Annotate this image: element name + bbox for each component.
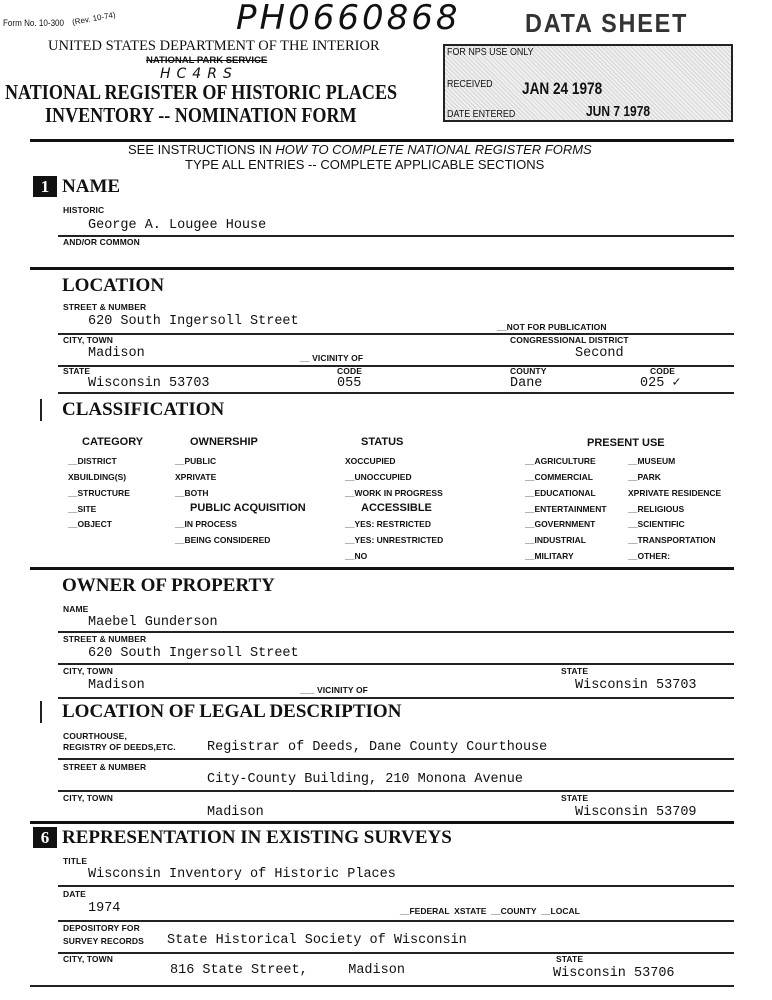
survey-title-label: TITLE	[63, 856, 88, 866]
present-use-option[interactable]: __INDUSTRIAL	[525, 535, 586, 545]
city-value: Madison	[88, 346, 145, 361]
legal-city-label: CITY, TOWN	[63, 793, 113, 803]
entered-label: DATE ENTERED	[447, 108, 516, 120]
survey-city-label: CITY, TOWN	[63, 954, 113, 964]
divider	[58, 365, 734, 367]
divider	[58, 631, 734, 633]
city-label: CITY, TOWN	[63, 335, 113, 345]
ownership-option[interactable]: __BOTH	[175, 488, 209, 498]
present-use-option[interactable]: __COMMERCIAL	[525, 472, 594, 482]
margin-mark	[40, 399, 42, 421]
legal-street-label: STREET & NUMBER	[63, 762, 147, 772]
owner-city-value: Madison	[88, 678, 145, 693]
section-title-location: LOCATION	[62, 275, 165, 296]
present-use-option[interactable]: __GOVERNMENT	[525, 519, 596, 529]
section-title-name: NAME	[62, 176, 121, 197]
category-header: CATEGORY	[82, 436, 144, 448]
status-option[interactable]: __UNOCCUPIED	[345, 472, 412, 482]
survey-date-label: DATE	[63, 889, 86, 899]
accessible-header: ACCESSIBLE	[361, 502, 432, 514]
congress-value: Second	[575, 346, 624, 361]
survey-level-options[interactable]: __FEDERAL XSTATE __COUNTY __LOCAL	[400, 906, 580, 916]
survey-date-value: 1974	[88, 901, 121, 916]
form-title-line2: INVENTORY -- NOMINATION FORM	[45, 103, 357, 127]
form-title-line1: NATIONAL REGISTER OF HISTORIC PLACES	[5, 80, 398, 104]
state-label: STATE	[63, 366, 91, 376]
owner-vicinity-label: ___ VICINITY OF	[300, 685, 368, 695]
category-option[interactable]: __STRUCTURE	[68, 488, 130, 498]
divider	[30, 985, 734, 987]
not-for-publication: __NOT FOR PUBLICATION	[497, 322, 607, 332]
owner-street-value: 620 South Ingersoll Street	[88, 646, 299, 661]
section-title-owner: OWNER OF PROPERTY	[62, 575, 275, 596]
divider	[58, 697, 734, 699]
ownership-option[interactable]: __PUBLIC	[175, 456, 217, 466]
status-option[interactable]: __WORK IN PROGRESS	[345, 488, 443, 498]
owner-city-label: CITY, TOWN	[63, 666, 113, 676]
acquisition-option[interactable]: __IN PROCESS	[175, 519, 237, 529]
category-option[interactable]: __SITE	[68, 504, 97, 514]
present-use-option[interactable]: XPRIVATE RESIDENCE	[628, 488, 722, 498]
section-number: 6	[33, 827, 57, 848]
county-code-label: CODE	[650, 366, 675, 376]
section-title-classification: CLASSIFICATION	[62, 399, 225, 420]
divider	[30, 267, 734, 270]
department: UNITED STATES DEPARTMENT OF THE INTERIOR	[48, 38, 380, 54]
nps-heading: FOR NPS USE ONLY	[447, 46, 534, 58]
present-use-header: PRESENT USE	[587, 437, 665, 449]
legal-state-value: Wisconsin 53709	[575, 805, 697, 820]
acquisition-header: PUBLIC ACQUISITION	[190, 502, 306, 514]
data-sheet-stamp: DATA SHEET	[525, 8, 689, 38]
category-option[interactable]: __DISTRICT	[68, 456, 117, 466]
county-code-value: 025 ✓	[640, 376, 681, 391]
divider	[58, 790, 734, 792]
handwritten-id: PH0660868	[236, 0, 461, 38]
present-use-option[interactable]: __SCIENTIFIC	[628, 519, 685, 529]
form-revision: (Rev. 10-74)	[71, 10, 117, 27]
owner-street-label: STREET & NUMBER	[63, 634, 147, 644]
divider	[58, 663, 734, 665]
survey-records-label: SURVEY RECORDS	[63, 936, 144, 946]
present-use-option[interactable]: __AGRICULTURE	[525, 456, 596, 466]
legal-city-value: Madison	[207, 805, 264, 820]
legal-state-label: STATE	[561, 793, 589, 803]
survey-state-value: Wisconsin 53706	[553, 966, 675, 981]
courthouse-value: Registrar of Deeds, Dane County Courthouse	[207, 740, 548, 755]
depository-label: DEPOSITORY FOR	[63, 923, 140, 933]
divider	[58, 392, 734, 394]
category-option[interactable]: __OBJECT	[68, 519, 112, 529]
instructions-title: HOW TO COMPLETE NATIONAL REGISTER FORMS	[275, 142, 592, 157]
divider	[30, 567, 734, 570]
section-number: 1	[33, 176, 57, 197]
historic-value: George A. Lougee House	[88, 218, 267, 233]
common-label: AND/OR COMMON	[63, 237, 140, 247]
divider	[58, 920, 734, 922]
present-use-option[interactable]: __ENTERTAINMENT	[525, 504, 607, 514]
vicinity-label: __ VICINITY OF	[300, 353, 364, 363]
owner-state-value: Wisconsin 53703	[575, 678, 697, 693]
courthouse-label: COURTHOUSE,	[63, 731, 127, 741]
section-title-surveys: REPRESENTATION IN EXISTING SURVEYS	[62, 827, 452, 848]
present-use-option[interactable]: __PARK	[628, 472, 661, 482]
present-use-option[interactable]: __OTHER:	[628, 551, 671, 561]
divider	[58, 885, 734, 887]
code-label: CODE	[337, 366, 362, 376]
present-use-option[interactable]: __MILITARY	[525, 551, 574, 561]
instructions-prefix: SEE INSTRUCTIONS IN	[128, 142, 276, 157]
survey-title-value: Wisconsin Inventory of Historic Places	[88, 867, 396, 882]
received-label: RECEIVED	[447, 78, 493, 90]
margin-mark	[40, 701, 42, 723]
agency-struck: NATIONAL PARK SERVICE	[146, 55, 268, 66]
code-value: 055	[337, 376, 362, 391]
accessible-option[interactable]: __NO	[345, 551, 368, 561]
survey-state-label: STATE	[556, 954, 584, 964]
status-option[interactable]: XOCCUPIED	[345, 456, 396, 466]
ownership-option[interactable]: XPRIVATE	[175, 472, 217, 482]
state-value: Wisconsin 53703	[88, 376, 210, 391]
entered-stamp: JUN 7 1978	[586, 103, 651, 120]
street-label: STREET & NUMBER	[63, 302, 147, 312]
agency-handwritten: HC4RS	[160, 66, 238, 82]
divider	[58, 758, 734, 760]
survey-city-value: 816 State Street, Madison	[170, 963, 405, 978]
category-option[interactable]: XBUILDING(S)	[68, 472, 127, 482]
congress-label: CONGRESSIONAL DISTRICT	[510, 335, 629, 345]
form-number: Form No. 10-300	[3, 18, 65, 29]
legal-street-value: City-County Building, 210 Monona Avenue	[207, 772, 523, 787]
present-use-option[interactable]: __EDUCATIONAL	[525, 488, 596, 498]
received-stamp: JAN 24 1978	[522, 79, 603, 98]
accessible-option[interactable]: __YES: UNRESTRICTED	[345, 535, 444, 545]
historic-label: HISTORIC	[63, 205, 105, 215]
owner-name-label: NAME	[63, 604, 89, 614]
instructions-line2: TYPE ALL ENTRIES -- COMPLETE APPLICABLE SECTIONS	[185, 157, 545, 172]
divider	[58, 333, 734, 335]
depository-value: State Historical Society of Wisconsin	[167, 933, 467, 948]
accessible-option[interactable]: __YES: RESTRICTED	[345, 519, 431, 529]
ownership-header: OWNERSHIP	[190, 436, 258, 448]
registry-label: REGISTRY OF DEEDS,ETC.	[63, 742, 176, 752]
divider	[58, 235, 734, 237]
owner-state-label: STATE	[561, 666, 589, 676]
acquisition-option[interactable]: __BEING CONSIDERED	[175, 535, 271, 545]
section-title-legal: LOCATION OF LEGAL DESCRIPTION	[62, 701, 402, 722]
county-label: COUNTY	[510, 366, 547, 376]
divider	[58, 952, 734, 954]
owner-name-value: Maebel Gunderson	[88, 615, 218, 630]
instructions-line1	[128, 143, 592, 156]
present-use-option[interactable]: __TRANSPORTATION	[628, 535, 716, 545]
present-use-option[interactable]: __RELIGIOUS	[628, 504, 685, 514]
status-header: STATUS	[361, 436, 404, 448]
street-value: 620 South Ingersoll Street	[88, 314, 299, 329]
divider	[30, 821, 734, 824]
present-use-option[interactable]: __MUSEUM	[628, 456, 676, 466]
county-value: Dane	[510, 376, 543, 391]
